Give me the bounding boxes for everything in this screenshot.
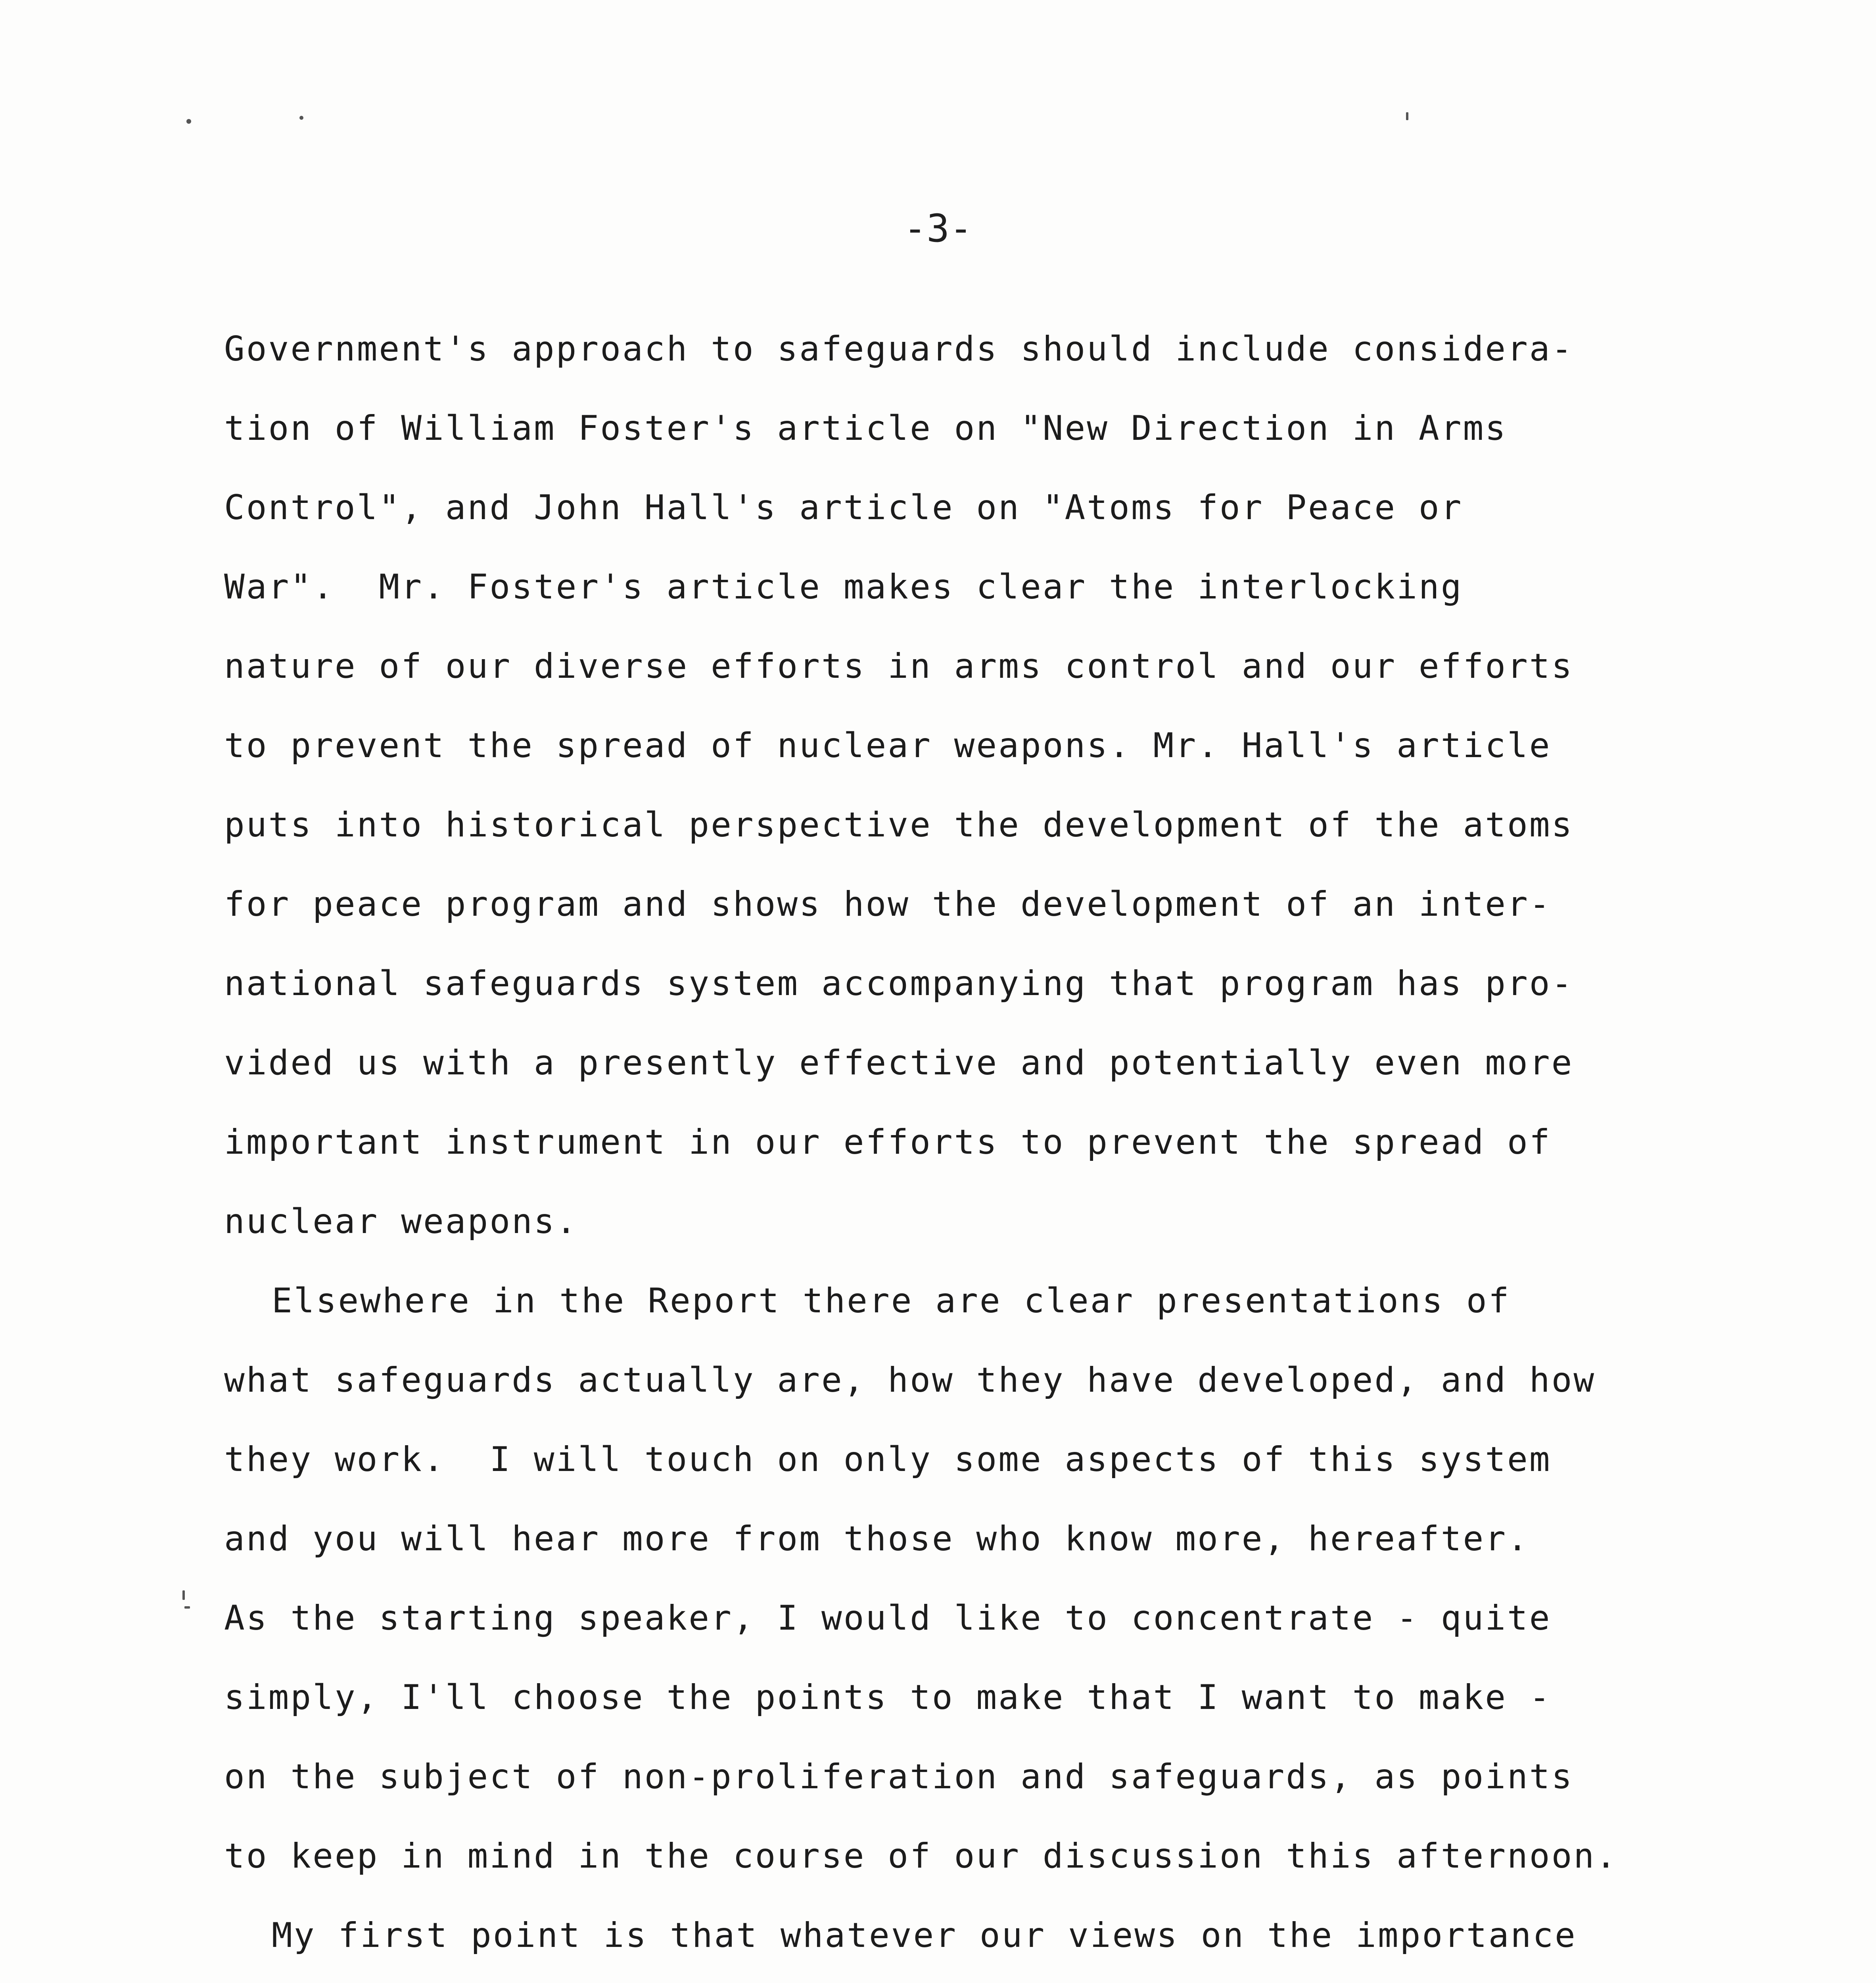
scan-speck: [186, 119, 191, 124]
text-line: nature of our diverse efforts in arms control and our efforts: [224, 646, 1574, 686]
scan-speck: [299, 116, 303, 120]
text-line: to prevent the spread of nuclear weapons. Mr. Hall's article: [224, 726, 1552, 765]
page-number: -3-: [903, 206, 973, 251]
text-line: nuclear weapons.: [224, 1202, 578, 1241]
text-line: to keep in mind in the course of our discussion this afternoon.: [224, 1836, 1618, 1876]
text-line: simply, I'll choose the points to make that I want to make -: [224, 1678, 1552, 1717]
text-line: puts into historical perspective the development of the atoms: [224, 805, 1574, 845]
text-line: My first point is that whatever our views on the importance: [272, 1916, 1577, 1955]
text-line: important instrument in our efforts to prevent the spread of: [224, 1122, 1552, 1162]
text-line: tion of William Foster's article on "New Direction in Arms: [224, 408, 1508, 448]
text-line: vided us with a presently effective and potentially even more: [224, 1043, 1574, 1083]
text-line: national safeguards system accompanying that program has pro-: [224, 964, 1574, 1003]
scan-speck: [184, 1606, 190, 1609]
text-line: As the starting speaker, I would like to concentrate - quite: [224, 1598, 1552, 1638]
scan-speck: [182, 1590, 185, 1600]
text-line: War". Mr. Foster's article makes clear the interlocking: [224, 567, 1463, 607]
text-line: and you will hear more from those who know more, hereafter.: [224, 1519, 1529, 1559]
text-line: Government's approach to safeguards should include considera-: [224, 329, 1574, 369]
text-line: Control", and John Hall's article on "Atoms for Peace or: [224, 488, 1463, 527]
text-line: what safeguards actually are, how they have developed, and how: [224, 1360, 1596, 1400]
text-line: for peace program and shows how the development of an inter-: [224, 884, 1552, 924]
text-line: Elsewhere in the Report there are clear presentations of: [272, 1281, 1511, 1321]
text-line: they work. I will touch on only some aspects of this system: [224, 1440, 1552, 1479]
scan-speck: [1406, 112, 1408, 120]
text-line: on the subject of non-proliferation and safeguards, as points: [224, 1757, 1574, 1797]
